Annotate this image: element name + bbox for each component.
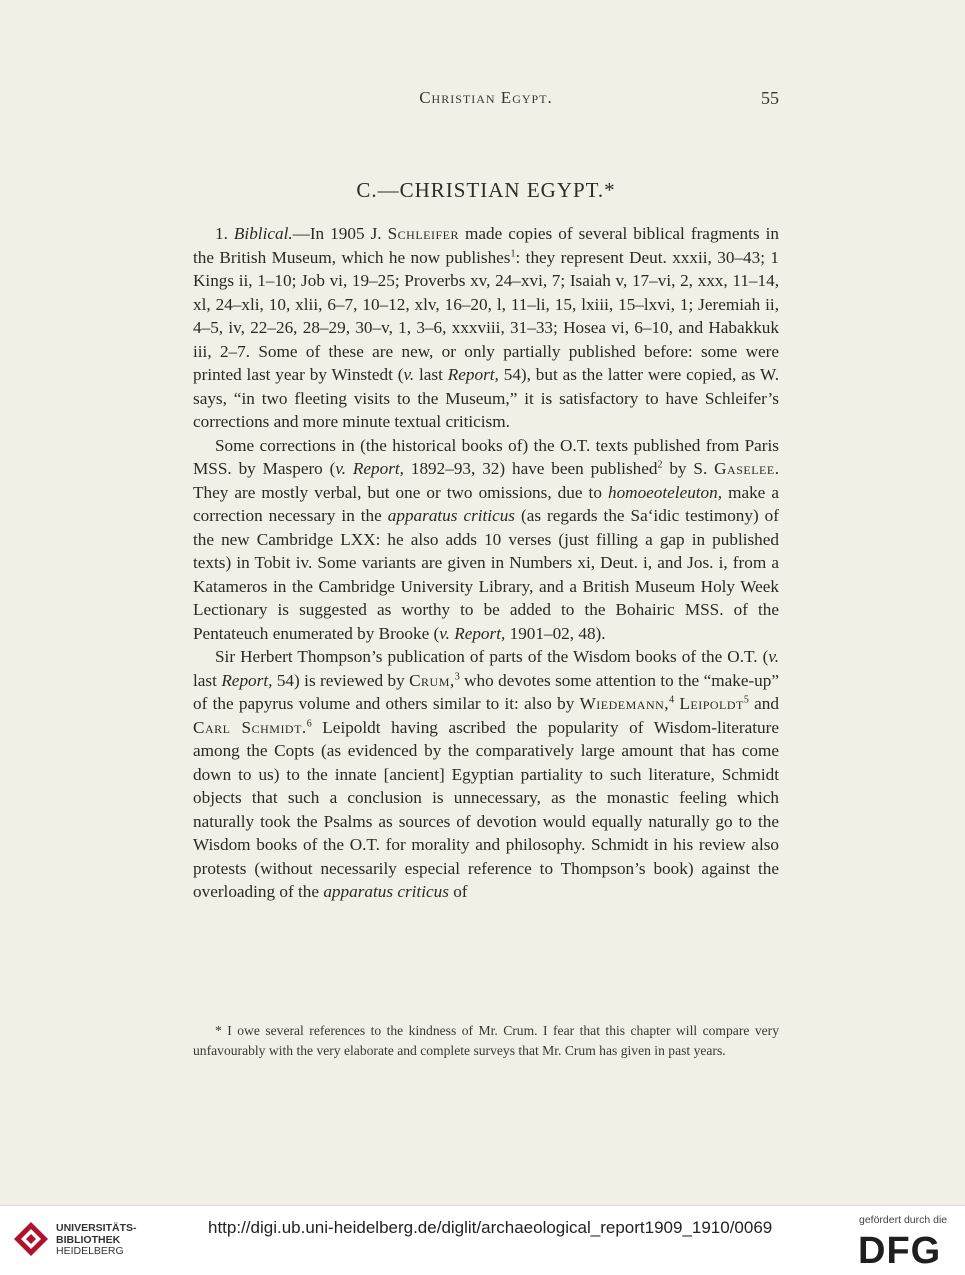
- text-run: 1892–93, 32) have been published: [403, 459, 658, 478]
- library-name-line-2: BIBLIOTHEK: [56, 1233, 121, 1246]
- library-name-line-3: HEIDELBERG: [56, 1245, 124, 1257]
- author-name: Leipoldt: [679, 694, 744, 713]
- text-run: 1901–02, 48).: [505, 623, 606, 643]
- text-run: by S.: [662, 459, 715, 478]
- text-run: Sir Herbert Thompson’s publication of parts of the Wisdom books of the O.T. (: [215, 647, 769, 666]
- text-run: last: [414, 365, 448, 384]
- text-run: 54), but as the latter were copied, as W. says, “in two fleeting visits to the Museum,” it is satisfactory to have Schleifer’s corrections and more minute textual criticism.: [193, 365, 779, 431]
- paragraph: [193, 222, 779, 434]
- text-run: Some corrections in (the historical books of) the O.T. texts published from Paris MSS. by Maspero (: [193, 435, 779, 478]
- author-name: Gaselee: [714, 459, 775, 478]
- footnote-ref: 6: [306, 717, 312, 729]
- running-head: [193, 88, 779, 114]
- footer-bar: [0, 1205, 965, 1275]
- text-run: : they represent Deut. xxxii, 30–43; 1 Kings ii, 1–10; Job vi, 19–25; Proverbs xv, 24–xvi, 7; Isaiah v, 17–vi, 2, xxx, 11–14, xl, 24–xli, 10, xlii, 6–7, 10–12, xlv, 16–20, l, 11–li, 15, lxiii, 15–lxvi, 1; Jeremiah ii, 4–5, iv, 22–26, 28–29, 30–v, 1, 3–6, xxxviii, 31–33; Hosea vi, 6–10, and Habakkuk iii, 2–7. Some of these are new, or only partially published before: some were printed last year by Winstedt (: [193, 247, 779, 384]
- italic-run: homoeoteleuton,: [607, 482, 723, 502]
- text-run: who devotes some attention to the “make-up” of the papyrus volume and others similar to it: also by: [193, 670, 779, 713]
- author-name: Carl Schmidt.: [193, 717, 307, 737]
- author-name: Crum,: [409, 670, 455, 690]
- footnote-ref: 5: [743, 694, 749, 706]
- footnote-ref: 1: [510, 247, 516, 259]
- author-name: Wiedemann,: [579, 694, 670, 713]
- italic-run: v.: [768, 647, 779, 666]
- body-text: [193, 222, 779, 904]
- text-run: (as regards the Sa‘idic testimony) of the new Cambridge LXX: he also adds 10 verses (just filling a gap in published texts) in Tobit iv. Some variants are given in Numbers xi, Deut. i, and Jos. i, from a Katameros in the Cambridge University Library, and a British Museum Holy Week Lectionary is suggested as worthy to be added to the Bohairic MSS. of the Pentateuch enumerated by Brooke (: [193, 506, 779, 643]
- text-run: . They are mostly verbal, but one or two omissions, due to: [193, 459, 779, 502]
- footnote-text: * I owe several references to the kindness of Mr. Crum. I fear that this chapter will compare very unfavourably with the very elaborate and complete surveys that Mr. Crum has given in past years.: [193, 1023, 779, 1058]
- italic-run: Report,: [447, 365, 499, 384]
- running-head-title: Christian Egypt.: [419, 88, 553, 107]
- italic-run: Report,: [221, 670, 273, 690]
- dfg-logo-icon[interactable]: [858, 1232, 954, 1266]
- italic-run: v. Report,: [439, 623, 506, 643]
- text-run: Leipoldt having ascribed the popularity of Wisdom-literature among the Copts (as evidenced by the comparatively large amount that has come down to us) to the innate [ancient] Egyptian partiality to such literature, Schmidt objects that such a conclusion is unnecessary, as the monastic feeling which naturally took the Psalms as sources of devotion would equally naturally go to the Wisdom books of the O.T. for morality and philosophy. Schmidt in his review also protests (without necessarily especial reference to Thompson’s book) against the overloading of the: [193, 717, 779, 901]
- paragraph: [193, 645, 779, 904]
- dfg-logo-text: DFG: [858, 1232, 942, 1266]
- text-run: and: [748, 694, 779, 713]
- library-name-line-1: UNIVERSITÄTS-: [56, 1222, 137, 1234]
- author-name: Schleifer: [387, 224, 460, 243]
- text-run: of: [448, 882, 468, 901]
- italic-run: v. Report,: [335, 459, 404, 478]
- italic-run: v.: [403, 365, 415, 384]
- italic-run: apparatus criticus: [387, 506, 515, 525]
- ub-heidelberg-logo-icon[interactable]: [12, 1220, 50, 1258]
- footnote: [193, 1021, 779, 1061]
- footnote-ref: 2: [657, 459, 663, 471]
- footnote-ref: 4: [669, 694, 675, 706]
- permalink-url[interactable]: http://digi.ub.uni-heidelberg.de/diglit/archaeological_report1909_1910/0069: [208, 1218, 773, 1237]
- text-run: 54) is reviewed by: [272, 670, 410, 690]
- italic-run: apparatus criticus: [323, 882, 449, 901]
- text-run: last: [193, 670, 222, 690]
- page-number: 55: [761, 88, 779, 108]
- text-run: —In 1905 J.: [292, 224, 388, 243]
- footnote-ref: 3: [454, 670, 460, 682]
- paragraph: [193, 434, 779, 646]
- text-run: make a correction necessary in the: [193, 482, 779, 525]
- italic-run: Biblical.: [233, 224, 293, 243]
- text-run: 1.: [215, 224, 234, 243]
- library-name[interactable]: [56, 1223, 137, 1258]
- section-title: C.—CHRISTIAN EGYPT.*: [356, 178, 616, 202]
- funded-by-label: gefördert durch die: [859, 1214, 948, 1226]
- text-run: made copies of several biblical fragments in the British Museum, which he now publishes: [193, 224, 779, 267]
